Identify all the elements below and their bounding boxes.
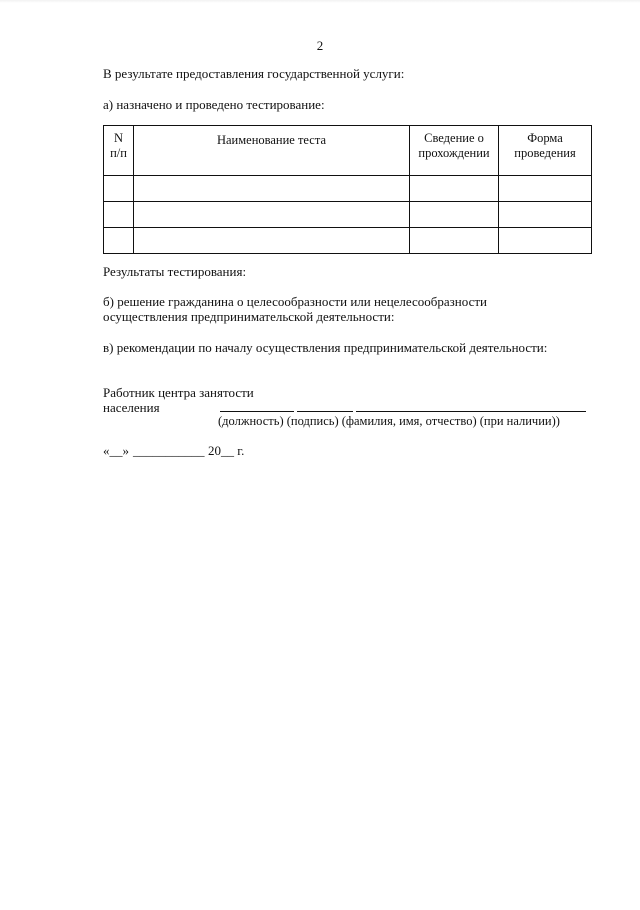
table-cell [410, 228, 499, 254]
header-info-line2: прохождении [418, 146, 490, 160]
worker-label-line2: населения [103, 400, 160, 415]
table-cell [134, 228, 410, 254]
header-form-line1: Форма [527, 131, 563, 145]
table-cell [499, 202, 592, 228]
full-name-signature-line [356, 411, 586, 412]
header-test-name [134, 126, 410, 176]
tests-table [103, 125, 592, 254]
signature-caption: (должность) (подпись) (фамилия, имя, отчество) (при наличии)) [218, 414, 560, 428]
section-b-line2: осуществления предпринимательской деятельности: [103, 309, 395, 324]
signature-line [297, 411, 353, 412]
table-header-row [104, 126, 592, 176]
header-form [499, 126, 592, 176]
table-row [104, 176, 592, 202]
date-year: 20__ г. [208, 443, 245, 458]
page-number: 2 [316, 38, 324, 53]
table-row [104, 202, 592, 228]
header-num [104, 126, 134, 176]
table-row [104, 228, 592, 254]
table-cell [499, 176, 592, 202]
table-cell [499, 228, 592, 254]
table-cell [134, 176, 410, 202]
header-num-line1: N [113, 131, 124, 145]
section-b-line1: б) решение гражданина о целесообразности или нецелесообразности [103, 294, 487, 309]
table-cell [104, 228, 134, 254]
results-label: Результаты тестирования: [103, 264, 247, 279]
table-cell [410, 202, 499, 228]
table-cell [104, 176, 134, 202]
table-cell [410, 176, 499, 202]
table-cell [104, 202, 134, 228]
scan-top-edge [0, 0, 640, 3]
header-num-line2: п/п [110, 146, 127, 160]
header-info-line1: Сведение о [424, 131, 484, 145]
table-cell [134, 202, 410, 228]
date-month-blank: ___________ [133, 443, 205, 458]
intro-text: В результате предоставления государственной услуги: [103, 66, 405, 81]
date-day: «__» [103, 443, 129, 458]
header-completion-info [410, 126, 499, 176]
section-a-text: а) назначено и проведено тестирование: [103, 97, 325, 112]
header-test-name-text: Наименование теста [216, 133, 327, 147]
header-form-line2: проведения [514, 146, 576, 160]
section-c-text: в) рекомендации по началу осуществления предпринимательской деятельности: [103, 340, 548, 355]
worker-label-line1: Работник центра занятости [103, 385, 254, 400]
position-signature-line [220, 411, 294, 412]
